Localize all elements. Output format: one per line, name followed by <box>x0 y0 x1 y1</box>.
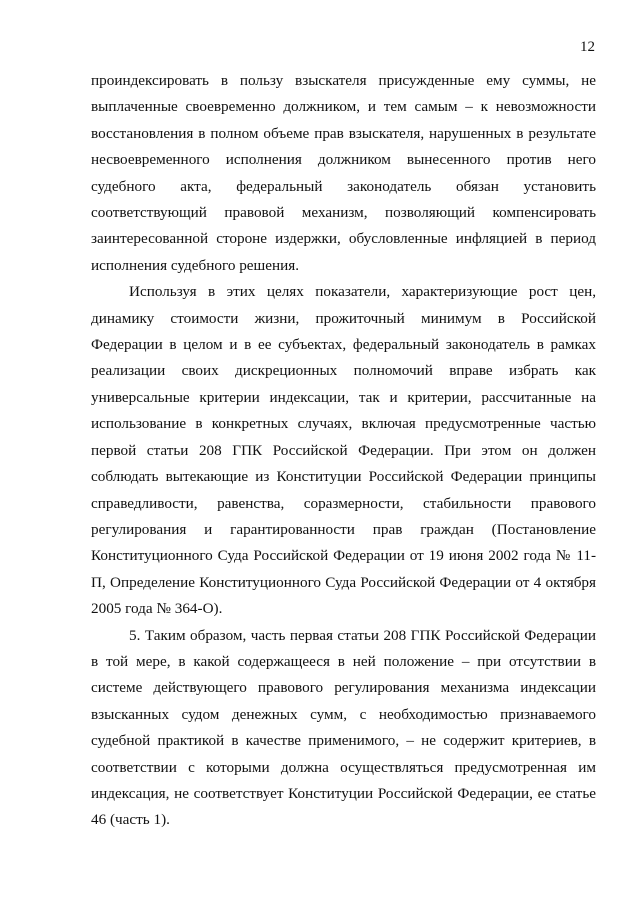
paragraph-conclusion-5: 5. Таким образом, часть первая статьи 208 ГПК Российской Федерации в той мере, в какой содержащееся в ней положение – при отсутствии в системе действующего правового регулирования механизма индексации взысканных судом денежных сумм, с необходимостью признаваемого судебной практикой в качестве применимого, – не содержит критериев, в соответствии с которыми должна осуществляться предусмотренная им индексация, не соответствует Конституции Российской Федерации, ее статье 46 (часть 1). <box>91 626 596 829</box>
paragraph-indexation-criteria: Используя в этих целях показатели, характеризующие рост цен, динамику стоимости жизни, прожиточный минимум в Российской Федерации в целом и в ее субъектах, федеральный законодатель в рамках реализации своих дискреционных полномочий вправе избрать как универсальные критерии индексации, так и критерии, рассчитанные на использование в конкретных случаях, включая предусмотренные частью первой статьи 208 ГПК Российской Федерации. При этом он должен соблюдать вытекающие из Конституции Российской Федерации принципы справедливости, равенства, соразмерности, стабильности правового регулирования и гарантированности прав граждан (Постановление Конституционного Суда Российской Федерации от 19 июня 2002 года № 11-П, Определение Конституционного Суда Российской Федерации от 4 октября 2005 года № 364-О). <box>91 283 596 618</box>
document-body <box>91 68 596 834</box>
paragraph-continuation: проиндексировать в пользу взыскателя присужденные ему суммы, не выплаченные своевременно должником, и тем самым – к невозможности восстановления в полном объеме прав взыскателя, нарушенных в результате несвоевременного исполнения должником вынесенного против него судебного акта, федеральный законодатель обязан установить соответствующий правовой механизм, позволяющий компенсировать заинтересованной стороне издержки, обусловленные инфляцией в период исполнения судебного решения. <box>91 72 596 274</box>
page-number: 12 <box>580 39 595 55</box>
